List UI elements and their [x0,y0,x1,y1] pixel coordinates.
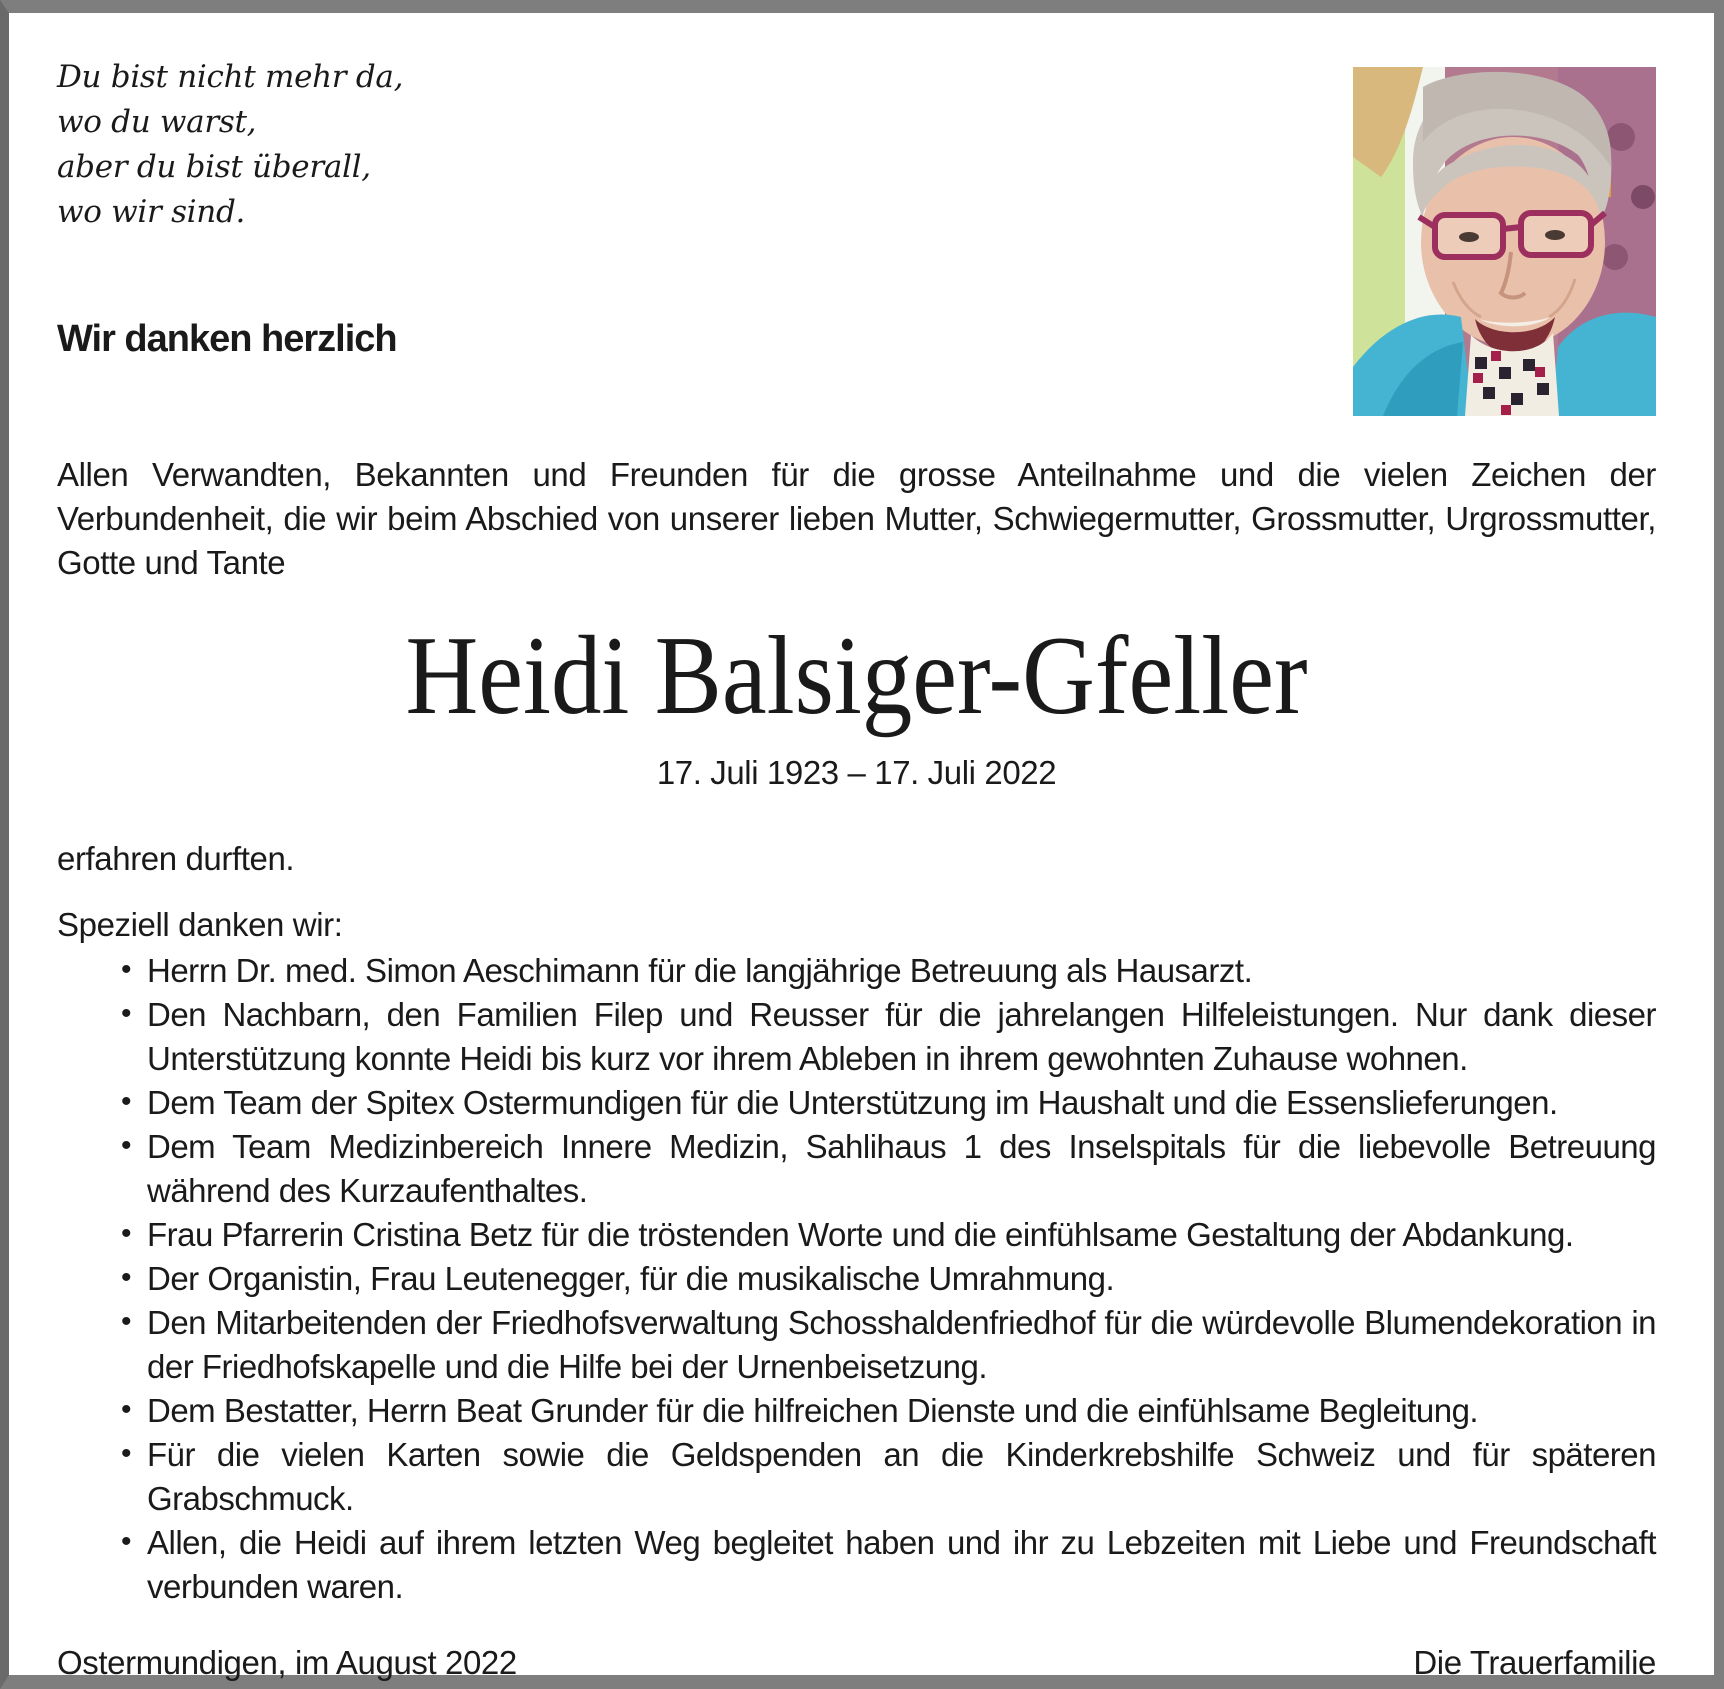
poem-line: aber du bist überall, [57,149,371,185]
thanks-heading: Wir danken herzlich [57,318,397,360]
poem-line: wo du warst, [57,104,257,140]
thanks-item: • Den Nachbarn, den Familien Filep und Reusser für die jahrelangen Hilfeleistungen. Nur dank dieser Unterstützung konnte Heidi bis kurz vor ihrem Ableben in ihrem gewohnten Zuhause wohnen. [119,993,1656,1081]
thanks-item: • Dem Bestatter, Herrn Beat Grunder für die hilfreichen Dienste und die einfühlsame Begleitung. [119,1389,1656,1433]
thanks-list [57,949,1656,1609]
intro-paragraph: Allen Verwandten, Bekannten und Freunden für die grosse Anteilnahme und die vielen Zeichen der Verbundenheit, die wir beim Abschied von unserer lieben Mutter, Schwiegermutter, Grossmutter, Urgrossmutter, Gotte und Tante [57,456,1656,581]
portrait-photo [1353,67,1656,416]
poem-line: Du bist nicht mehr da, [57,59,404,95]
poem-line: wo wir sind. [57,194,246,230]
after-intro-text: erfahren durften. [57,840,295,877]
thanks-item: • Für die vielen Karten sowie die Geldspenden an die Kinderkrebshilfe Schweiz und für späteren Grabschmuck. [119,1433,1656,1521]
thanks-item: • Allen, die Heidi auf ihrem letzten Weg begleitet haben und ihr zu Lebzeiten mit Liebe und Freundschaft verbunden waren. [119,1521,1656,1609]
deceased-name: Heidi Balsiger-Gfeller [405,614,1308,738]
life-dates: 17. Juli 1923 – 17. Juli 2022 [656,754,1057,791]
header-area [57,55,1656,453]
thanks-item: • Der Organistin, Frau Leutenegger, für die musikalische Umrahmung. [119,1257,1656,1301]
thanks-item: • Dem Team der Spitex Ostermundigen für die Unterstützung im Haushalt und die Essenslieferungen. [119,1081,1656,1125]
portrait-photo-graphic [1353,67,1656,416]
card-content [9,13,1714,1681]
thanks-item: • Dem Team Medizinbereich Innere Medizin, Sahlihaus 1 des Inselspitals für die liebevolle Betreuung während des Kurzaufenthaltes. [119,1125,1656,1213]
signature: Die Trauerfamilie [1413,1644,1656,1681]
place-date: Ostermundigen, im August 2022 [57,1644,517,1681]
footer [57,1641,1656,1685]
special-thanks-label: Speziell danken wir: [57,906,343,943]
thanks-item: • Herrn Dr. med. Simon Aeschimann für die langjährige Betreuung als Hausarzt. [119,949,1656,993]
thanks-item: • Den Mitarbeitenden der Friedhofsverwaltung Schosshaldenfriedhof für die würdevolle Blumendekoration in der Friedhofskapelle und die Hilfe bei der Urnenbeisetzung. [119,1301,1656,1389]
thanks-item: • Frau Pfarrerin Cristina Betz für die tröstenden Worte und die einfühlsame Gestaltung der Abdankung. [119,1213,1656,1257]
